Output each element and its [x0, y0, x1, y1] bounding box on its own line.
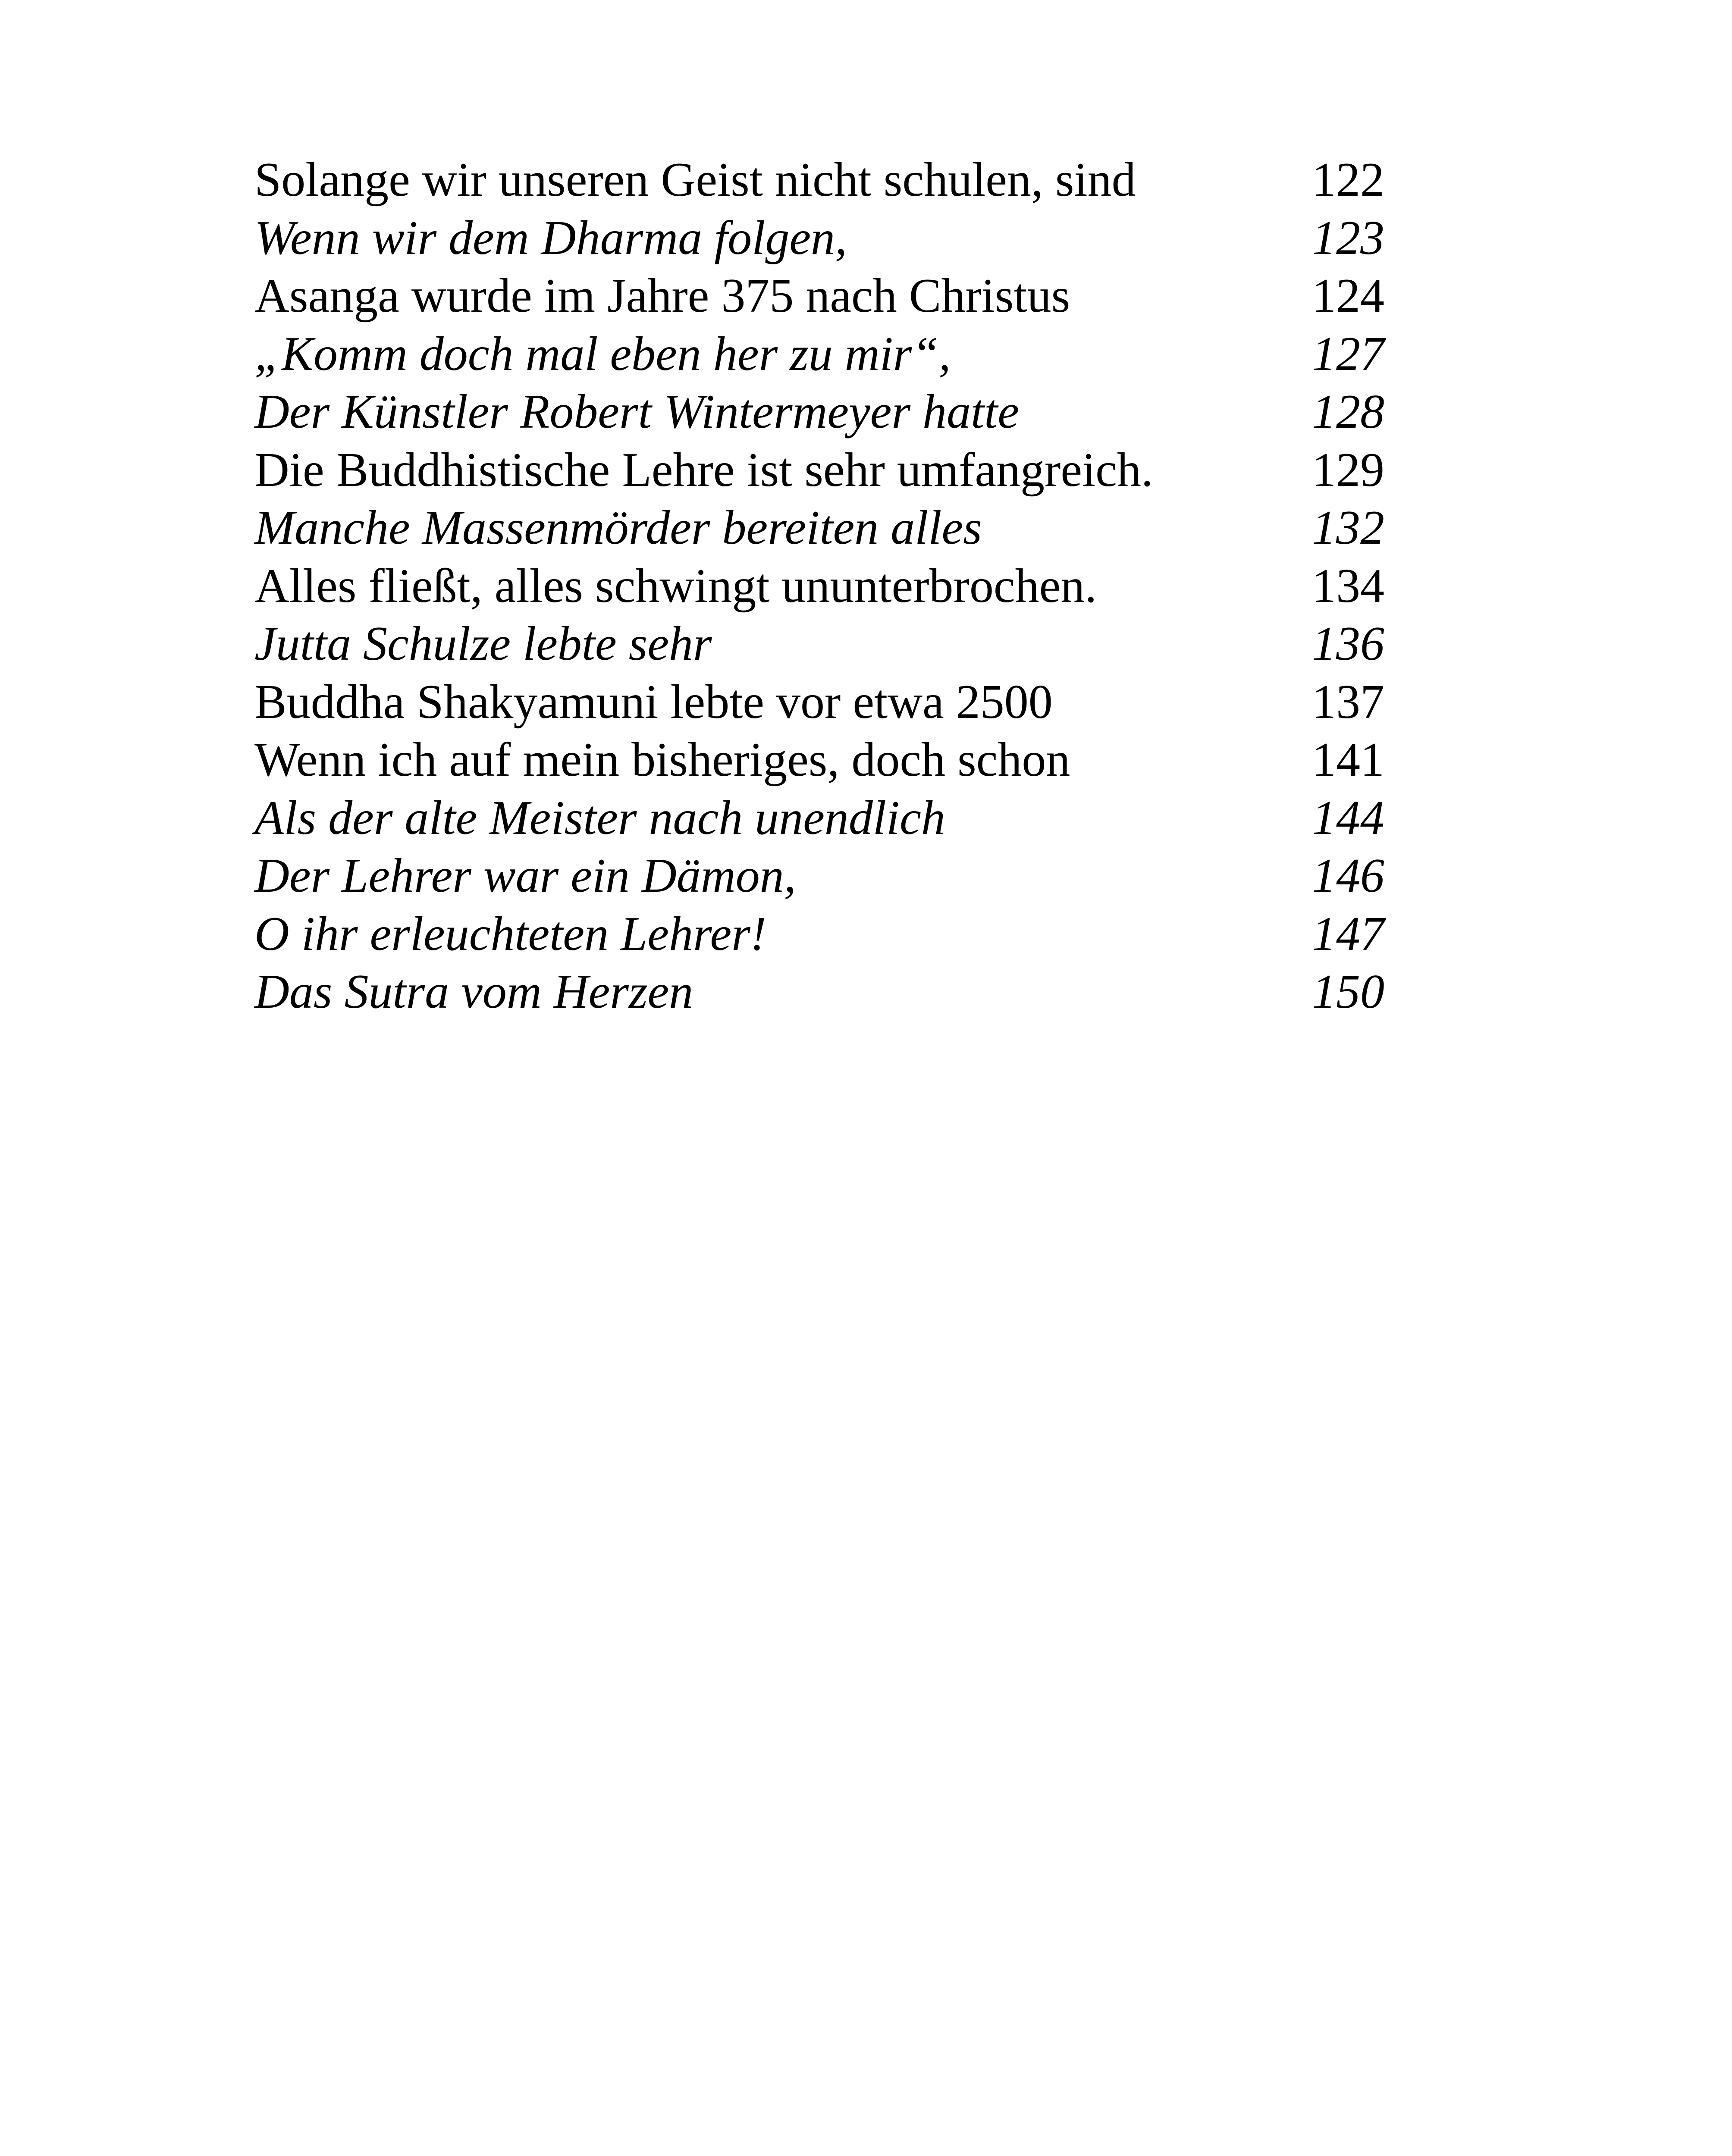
toc-entry — [254, 847, 1384, 905]
toc-entry-title: Die Buddhistische Lehre ist sehr umfangreich. — [254, 443, 1153, 497]
toc-entry — [254, 557, 1384, 615]
toc-entry-title: Alles fließt, alles schwingt ununterbrochen. — [254, 559, 1097, 613]
toc-entry — [254, 209, 1384, 267]
toc-entry-page-number: 134 — [1312, 559, 1384, 613]
toc-entry-page-number: 144 — [1312, 791, 1384, 845]
toc-entry-page-number: 141 — [1312, 733, 1384, 787]
toc-entry-page-number: 137 — [1312, 675, 1384, 729]
toc-entry-title: Der Lehrer war ein Dämon, — [254, 849, 796, 903]
toc-entry — [254, 615, 1384, 673]
toc-entry — [254, 963, 1384, 1021]
toc-entry-title: Manche Massenmörder bereiten alles — [254, 501, 982, 555]
toc-entry-page-number: 146 — [1312, 849, 1384, 903]
toc-entry-page-number: 129 — [1312, 443, 1384, 497]
toc-entry-page-number: 124 — [1312, 269, 1384, 323]
toc-entry-title: Als der alte Meister nach unendlich — [254, 791, 945, 845]
toc-entry — [254, 267, 1384, 325]
toc-entry-title: Das Sutra vom Herzen — [254, 965, 693, 1018]
toc-entry-title: Wenn ich auf mein bisheriges, doch schon — [254, 733, 1070, 787]
toc-entry-page-number: 150 — [1312, 965, 1384, 1018]
toc-entry — [254, 673, 1384, 731]
toc-entry-page-number: 132 — [1312, 501, 1384, 555]
toc-entry-title: Jutta Schulze lebte sehr — [254, 617, 712, 671]
toc-entry — [254, 441, 1384, 499]
toc-entry — [254, 789, 1384, 847]
table-of-contents — [254, 151, 1384, 1021]
toc-entry-title: O ihr erleuchteten Lehrer! — [254, 907, 767, 961]
toc-entry-title: Asanga wurde im Jahre 375 nach Christus — [254, 269, 1070, 323]
toc-entry — [254, 325, 1384, 383]
toc-entry-title: „Komm doch mal eben her zu mir“, — [254, 327, 951, 381]
toc-entry — [254, 499, 1384, 557]
toc-entry-title: Der Künstler Robert Wintermeyer hatte — [254, 385, 1020, 439]
toc-entry-page-number: 122 — [1312, 153, 1384, 207]
toc-entry-page-number: 147 — [1312, 907, 1384, 961]
toc-entry — [254, 905, 1384, 963]
toc-entry-page-number: 123 — [1312, 211, 1384, 265]
toc-entry-page-number: 128 — [1312, 385, 1384, 439]
toc-entry-title: Solange wir unseren Geist nicht schulen, sind — [254, 153, 1136, 207]
toc-entry-title: Buddha Shakyamuni lebte vor etwa 2500 — [254, 675, 1053, 729]
toc-entry-title: Wenn wir dem Dharma folgen, — [254, 211, 847, 265]
toc-entry-page-number: 127 — [1312, 327, 1384, 381]
toc-entry — [254, 383, 1384, 441]
toc-entry-page-number: 136 — [1312, 617, 1384, 671]
toc-entry — [254, 731, 1384, 789]
toc-entry — [254, 151, 1384, 209]
